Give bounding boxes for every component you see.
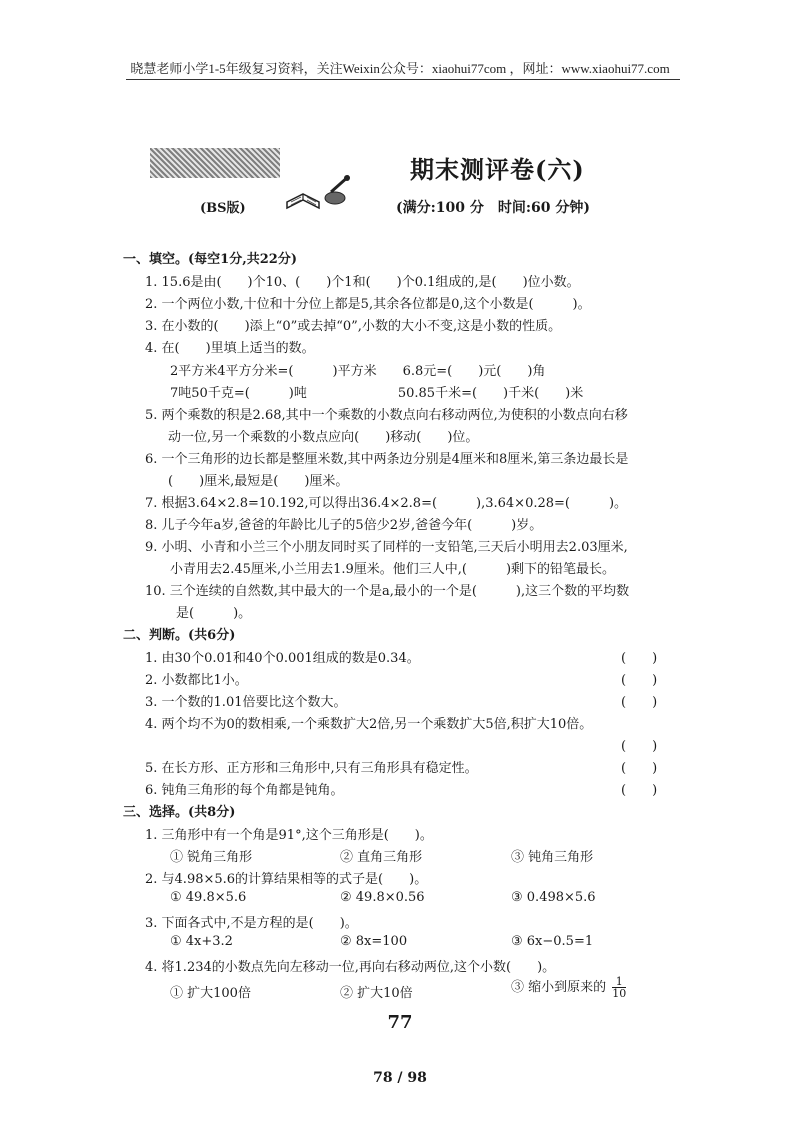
answer-paren[interactable]: ( ): [621, 739, 658, 754]
answer-paren[interactable]: ( ): [621, 761, 658, 776]
choice-option[interactable]: ② 49.8×0.56: [340, 890, 425, 905]
choice-option[interactable]: ① 4x+3.2: [170, 934, 233, 949]
page-number: 77: [387, 1012, 413, 1033]
choice-question: 1. 三角形中有一个角是91°,这个三角形是( )。: [145, 828, 433, 843]
fraction-denominator: 10: [612, 987, 627, 1000]
choice-option[interactable]: ③ 0.498×5.6: [511, 890, 596, 905]
question-line: 9. 小明、小青和小兰三个小朋友同时买了同样的一支铅笔,三天后小明用去2.03厘米,: [145, 540, 628, 555]
choice-option[interactable]: ② 扩大10倍: [340, 986, 413, 1001]
question-line: 5. 两个乘数的积是2.68,其中一个乘数的小数点向右移动两位,为使积的小数点向右移: [145, 408, 628, 423]
question-line: 动一位,另一个乘数的小数点应向( )移动( )位。: [168, 430, 479, 445]
choice-option[interactable]: ③ 6x−0.5=1: [511, 934, 594, 949]
question-line: 2. 一个两位小数,十位和十分位上都是5,其余各位都是0,这个小数是( )。: [145, 297, 591, 312]
exam-title: 期末测评卷(六): [410, 155, 585, 184]
choice-option[interactable]: ① 锐角三角形: [170, 850, 253, 865]
question-line: 8. 儿子今年a岁,爸爸的年龄比儿子的5倍少2岁,爸爸今年( )岁。: [145, 518, 543, 533]
choice-option[interactable]: ② 8x=100: [340, 934, 408, 949]
choice-question: 4. 将1.234的小数点先向左移动一位,再向右移动两位,这个小数( )。: [145, 960, 556, 975]
book-pen-icon: [283, 172, 355, 216]
judge-line: 2. 小数都比1小。: [145, 673, 248, 688]
choice-option-text: ③ 缩小到原来的: [511, 980, 607, 995]
pager: 78 / 98: [373, 1070, 427, 1086]
fraction-numerator: 1: [612, 976, 626, 988]
choice-option[interactable]: ① 扩大100倍: [170, 986, 251, 1001]
decorative-stamp: [150, 148, 280, 178]
judge-line: 3. 一个数的1.01倍要比这个数大。: [145, 695, 347, 710]
question-line: 10. 三个连续的自然数,其中最大的一个是a,最小的一个是( ),这三个数的平均数: [145, 584, 630, 599]
question-line: ( )厘米,最短是( )厘米。: [168, 474, 349, 489]
question-line: 小青用去2.45厘米,小兰用去1.9厘米。他们三人中,( )剩下的铅笔最长。: [170, 562, 616, 577]
header-rule: [126, 79, 680, 80]
page-header-text: 晓慧老师小学1-5年级复习资料，关注Weixin公众号：xiaohui77com ，网址：www.xiaohui77.com: [130, 61, 670, 76]
choice-question: 3. 下面各式中,不是方程的是( )。: [145, 916, 358, 931]
choice-question: 2. 与4.98×5.6的计算结果相等的式子是( )。: [145, 872, 428, 887]
question-line: 4. 在( )里填上适当的数。: [145, 341, 315, 356]
answer-paren[interactable]: ( ): [621, 695, 658, 710]
choice-option[interactable]: ② 直角三角形: [340, 850, 423, 865]
question-line: 2平方米4平方分米=( )平方米 6.8元=( )元( )角: [170, 364, 546, 379]
judge-line: 6. 钝角三角形的每个角都是钝角。: [145, 783, 344, 798]
question-line: 7吨50千克=( )吨 50.85千米=( )千米( )米: [170, 386, 584, 401]
answer-paren[interactable]: ( ): [621, 651, 658, 666]
judge-line: 4. 两个均不为0的数相乘,一个乘数扩大2倍,另一个乘数扩大5倍,积扩大10倍。: [145, 717, 593, 732]
section-heading: 二、判断。(共6分): [123, 628, 236, 643]
exam-edition: (BS版): [200, 201, 246, 216]
section-heading: 一、填空。(每空1分,共22分): [123, 252, 297, 267]
judge-line: 5. 在长方形、正方形和三角形中,只有三角形具有稳定性。: [145, 761, 478, 776]
choice-option[interactable]: [511, 976, 626, 999]
question-line: 1. 15.6是由( )个10、( )个1和( )个0.1组成的,是( )位小数。: [145, 275, 580, 290]
question-line: 是( )。: [176, 606, 252, 621]
choice-option[interactable]: ① 49.8×5.6: [170, 890, 247, 905]
judge-line: 1. 由30个0.01和40个0.001组成的数是0.34。: [145, 651, 420, 666]
question-line: 3. 在小数的( )添上“0”或去掉“0”,小数的大小不变,这是小数的性质。: [145, 319, 562, 334]
fraction: [612, 976, 626, 999]
exam-meta: (满分:100 分 时间:60 分钟): [396, 200, 591, 216]
question-line: 7. 根据3.64×2.8=10.192,可以得出36.4×2.8=( ),3.64×0.28=( )。: [145, 496, 628, 511]
answer-paren[interactable]: ( ): [621, 673, 658, 688]
question-line: 6. 一个三角形的边长都是整厘米数,其中两条边分别是4厘米和8厘米,第三条边最长是: [145, 452, 629, 467]
answer-paren[interactable]: ( ): [621, 783, 658, 798]
section-heading: 三、选择。(共8分): [123, 805, 236, 820]
choice-option[interactable]: ③ 钝角三角形: [511, 850, 594, 865]
